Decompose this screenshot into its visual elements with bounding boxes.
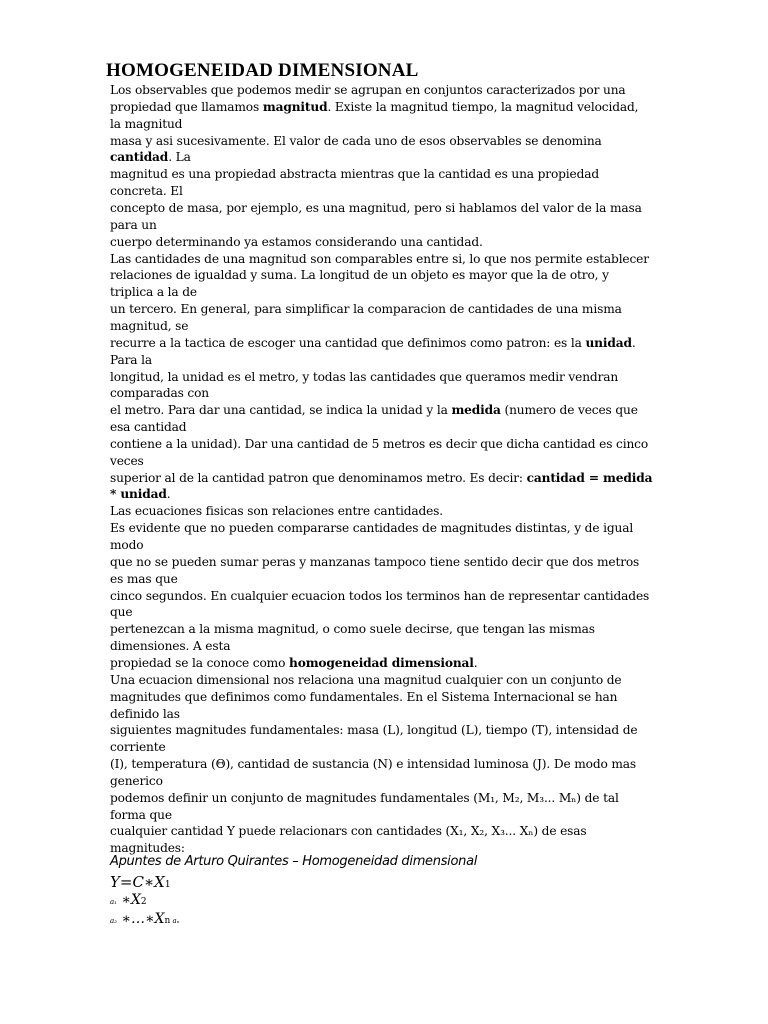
text-segment: forma que: [110, 807, 172, 822]
text-line: [110, 571, 178, 587]
text-segment: .: [473, 655, 478, 670]
text-segment: .: [166, 487, 171, 502]
formula-line-1: [110, 873, 171, 891]
text-segment: generico: [110, 773, 163, 788]
text-segment: . La: [168, 150, 191, 165]
text-segment: masa y asi sucesivamente. El valor de cada uno de esos observables se denomina: [110, 133, 602, 148]
text-line: [110, 234, 483, 250]
text-segment: Los observables que podemos medir se agrupan en conjuntos caracterizados por una: [110, 83, 626, 97]
text-segment: siguientes magnitudes fundamentales: masa (L), longitud (L), tiempo (T), intensidad de: [110, 723, 638, 738]
text-segment: podemos definir un conjunto de magnitudes fundamentales (M₁, M₂, M₃... Mₙ) de tal: [110, 790, 619, 805]
text-segment: propiedad se la conoce como: [110, 655, 289, 670]
text-segment: Una ecuacion dimensional nos relaciona una magnitud cualquier con un conjunto de: [110, 672, 622, 687]
text-line: [110, 419, 186, 435]
text-line: [110, 773, 163, 789]
bold-term: cantidad: [110, 150, 169, 165]
text-line: [110, 251, 649, 267]
text-line: [110, 335, 636, 351]
text-segment: pertenezcan a la misma magnitud, o como suele decirse, que tengan las mismas: [110, 622, 595, 637]
text-segment: magnitudes que definimos como fundamentales. En el Sistema Internacional se han: [110, 689, 618, 704]
text-segment: es mas que: [110, 571, 178, 586]
text-line: [110, 823, 587, 839]
text-line: [110, 739, 166, 755]
text-segment: superior al de la cantidad patron que denominamos metro. Es decir:: [110, 470, 527, 485]
text-line: [110, 436, 648, 452]
text-segment: Para la: [110, 352, 152, 367]
text-segment: veces: [110, 453, 144, 468]
text-line: [110, 267, 609, 283]
text-line: [110, 318, 188, 334]
text-line: [110, 554, 639, 570]
text-segment: recurre a la tactica de escoger una cantidad que definimos como patron: es la: [110, 335, 586, 350]
bold-term: * unidad: [110, 487, 167, 502]
text-segment: propiedad que llamamos: [110, 99, 263, 114]
text-line: [110, 520, 633, 536]
text-line: [110, 672, 621, 688]
formula-exponent: a₂: [110, 917, 117, 925]
text-segment: magnitudes:: [110, 841, 185, 856]
text-line: [110, 149, 191, 165]
bold-term: medida: [451, 403, 501, 418]
text-segment: Las cantidades de una magnitud son comparables entre si, lo que nos permite establecer: [110, 251, 649, 266]
text-line: [110, 621, 595, 637]
text-line: [110, 453, 144, 469]
formula-subscript: n: [164, 916, 171, 926]
text-segment: para un: [110, 217, 157, 232]
text-segment: .: [631, 335, 636, 350]
text-segment: modo: [110, 538, 144, 552]
text-segment: comparadas con: [110, 386, 209, 401]
text-segment: longitud, la unidad es el metro, y todas las cantidades que queramos medir vendran: [110, 369, 619, 384]
bold-term: unidad: [585, 335, 632, 350]
text-line: [110, 486, 170, 502]
text-line: [110, 655, 478, 671]
text-line: [110, 807, 172, 823]
text-line: [110, 503, 443, 519]
text-line: [110, 722, 637, 738]
text-segment: (numero de veces que: [500, 403, 638, 418]
formula-line-2: [110, 892, 147, 908]
text-segment: cualquier cantidad Y puede relacionars con cantidades (X₁, X₂, X₃... Xₙ) de esas: [110, 824, 587, 839]
text-segment: el metro. Para dar una cantidad, se indica la unidad y la: [110, 403, 452, 418]
text-segment: magnitud, se: [110, 318, 189, 333]
text-line: [110, 402, 638, 418]
text-segment: cuerpo determinando ya estamos considerando una cantidad.: [110, 234, 483, 249]
formula-main: ∗X: [116, 892, 141, 908]
text-line: [110, 99, 638, 115]
text-line: [110, 183, 183, 199]
text-line: [110, 166, 599, 182]
text-line: [110, 301, 622, 317]
formula-subscript: 2: [140, 897, 147, 907]
text-line: [110, 706, 180, 722]
text-segment: la magnitud: [110, 116, 183, 131]
text-segment: definido las: [110, 706, 180, 721]
bold-term: cantidad = medida: [526, 470, 653, 485]
text-line: [110, 385, 209, 401]
text-segment: dimensiones. A esta: [110, 639, 231, 654]
citation-line: Apuntes de Arturo Quirantes – Homogeneidad dimensional: [110, 854, 478, 869]
text-line: [110, 790, 619, 806]
text-line: [110, 133, 602, 149]
text-line: [110, 200, 642, 216]
text-segment: (I), temperatura (Θ), cantidad de sustancia (N) e intensidad luminosa (J). De modo mas: [110, 757, 637, 771]
text-segment: esa cantidad: [110, 420, 187, 434]
text-line: [110, 604, 132, 620]
formula-subscript: 1: [164, 880, 171, 890]
formula-exponent: a₁: [110, 898, 117, 906]
text-line: [110, 689, 617, 705]
text-segment: contiene a la unidad). Dar una cantidad de 5 metros es decir que dicha cantidad es cinco: [110, 436, 649, 451]
text-segment: magnitud es una propiedad abstracta mientras que la cantidad es una propiedad: [110, 167, 600, 182]
text-line: [110, 82, 626, 98]
text-segment: triplica a la de: [110, 285, 197, 300]
document-title: HOMOGENEIDAD DIMENSIONAL: [106, 60, 419, 81]
text-segment: corriente: [110, 740, 166, 755]
text-segment: cinco segundos. En cualquier ecuacion todos los terminos han de representar cantidades: [110, 588, 650, 603]
text-line: [110, 588, 649, 604]
bold-term: magnitud: [262, 99, 328, 114]
formula-line-3: [110, 911, 179, 927]
text-segment: que no se pueden sumar peras y manzanas tampoco tiene sentido decir que dos metros: [110, 554, 640, 569]
text-segment: que: [110, 605, 133, 620]
text-line: [110, 638, 230, 654]
text-line: [110, 537, 143, 553]
text-line: [110, 217, 157, 233]
text-line: [110, 470, 652, 486]
formula-exponent: aₙ: [170, 917, 180, 925]
formula-main: Y=C∗X: [110, 873, 165, 891]
text-segment: Las ecuaciones fisicas son relaciones entre cantidades.: [110, 504, 444, 519]
text-segment: relaciones de igualdad y suma. La longitud de un objeto es mayor que la de otro, y: [110, 268, 609, 283]
text-segment: . Existe la magnitud tiempo, la magnitud velocidad,: [327, 99, 639, 114]
bold-term: homogeneidad dimensional: [289, 655, 474, 670]
formula-main: ∗…∗X: [116, 911, 165, 927]
text-segment: un tercero. En general, para simplificar la comparacion de cantidades de una misma: [110, 302, 622, 317]
text-line: [110, 116, 182, 132]
text-line: [110, 284, 197, 300]
text-segment: Es evidente que no pueden compararse cantidades de magnitudes distintas, y de igual: [110, 521, 634, 536]
text-segment: concreta. El: [110, 184, 183, 199]
text-line: [110, 369, 618, 385]
text-segment: concepto de masa, por ejemplo, es una magnitud, pero si hablamos del valor de la masa: [110, 201, 642, 215]
text-line: [110, 756, 636, 772]
text-line: [110, 352, 152, 368]
